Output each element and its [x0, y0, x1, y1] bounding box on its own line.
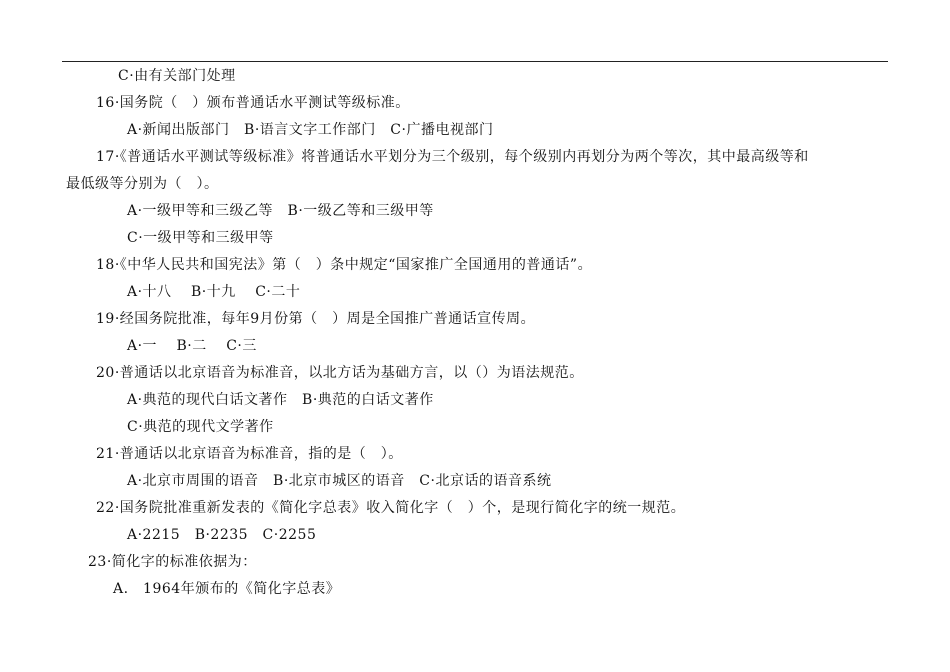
- options-18: A·十八 B·十九 C·二十: [127, 284, 301, 300]
- option-line: C·由有关部门处理: [118, 68, 236, 84]
- question-21: 21·普通话以北京语音为标准音，指的是（ ）。: [96, 446, 403, 462]
- options-22: A·2215 B·2235 C·2255: [127, 527, 317, 543]
- question-17-continued: 最低级等分别为（ ）。: [66, 176, 219, 192]
- options-17-ab: A·一级甲等和三级乙等 B·一级乙等和三级甲等: [127, 203, 434, 219]
- question-23: 23·简化字的标准依据为：: [88, 554, 257, 570]
- question-17: 17·《普通话水平测试等级标准》将普通话水平划分为三个级别，每个级别内再划分为两个等次，其中最高级等和: [96, 149, 809, 165]
- options-19: A·一 B·二 C·三: [127, 338, 257, 354]
- options-20-ab: A·典范的现代白话文著作 B·典范的白话文著作: [127, 392, 434, 408]
- question-18: 18·《中华人民共和国宪法》第（ ）条中规定“国家推广全国通用的普通话”。: [96, 257, 593, 273]
- question-16: 16·国务院（ ）颁布普通话水平测试等级标准。: [96, 95, 410, 111]
- options-17-c: C·一级甲等和三级甲等: [127, 230, 274, 246]
- options-21: A·北京市周围的语音 B·北京市城区的语音 C·北京话的语音系统: [127, 473, 552, 489]
- options-20-c: C·典范的现代文学著作: [127, 419, 274, 435]
- header-rule: [62, 61, 888, 62]
- options-23-a: A. 1964年颁布的《简化字总表》: [113, 581, 341, 597]
- question-19: 19·经国务院批准，每年9月份第（ ）周是全国推广普通话宣传周。: [96, 311, 536, 327]
- question-20: 20·普通话以北京语音为标准音，以北方话为基础方言，以（）为语法规范。: [96, 365, 584, 381]
- question-22: 22·国务院批准重新发表的《简化字总表》收入简化字（ ）个，是现行简化字的统一规范。: [96, 500, 686, 516]
- options-16: A·新闻出版部门 B·语言文字工作部门 C·广播电视部门: [127, 122, 494, 138]
